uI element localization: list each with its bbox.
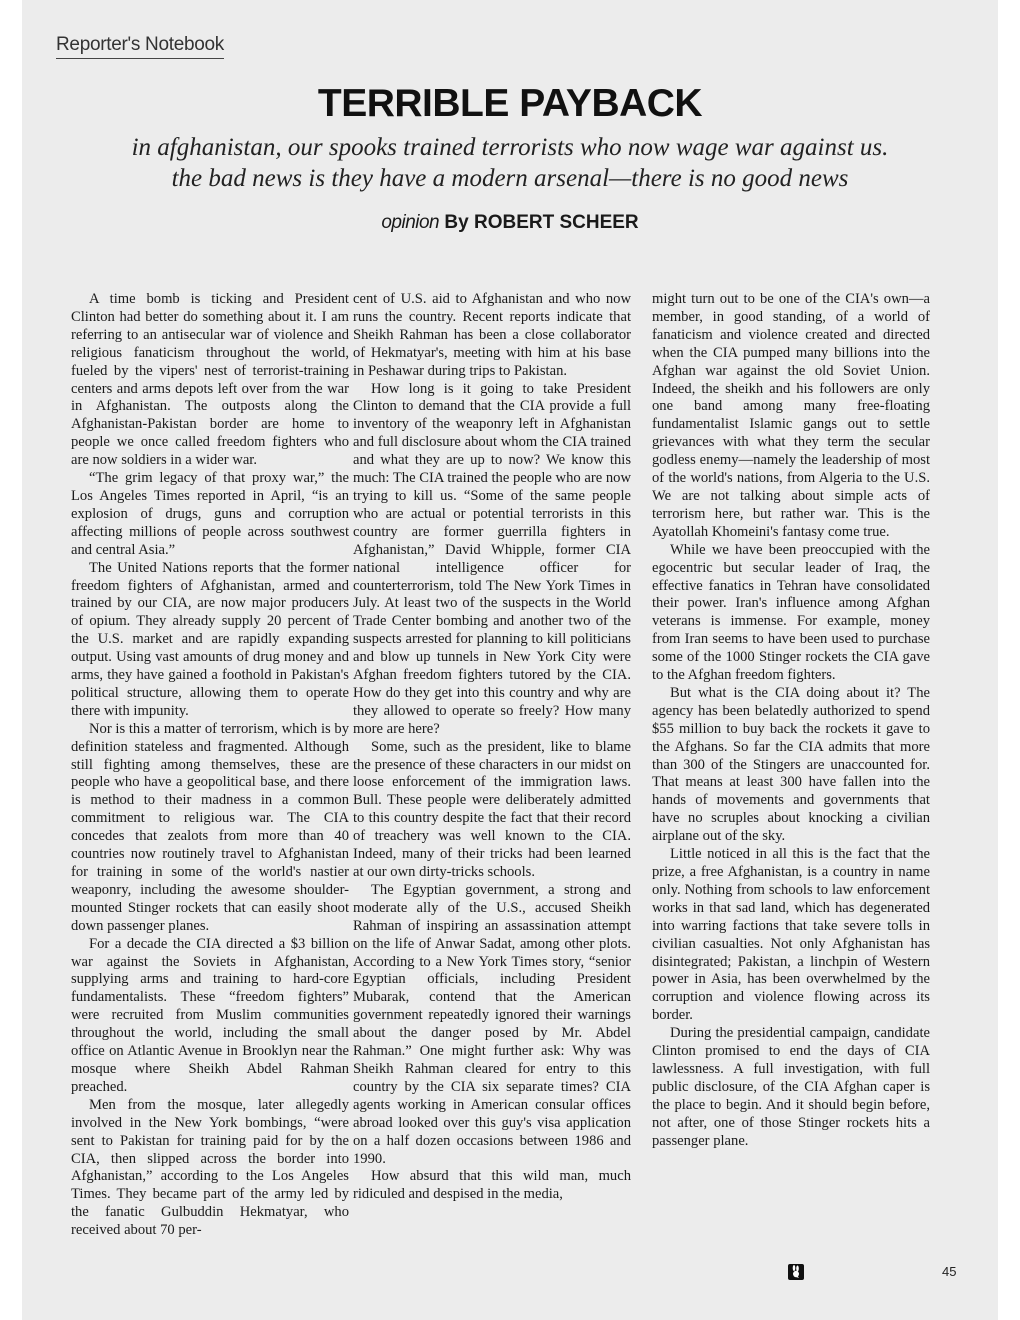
- paragraph: “The grim legacy of that proxy war,” the Los Angeles Times reported in April, “is an explosion of drugs, guns and corruption affecting millions of people across southwest and central Asia.”: [71, 470, 349, 558]
- paragraph: The United Nations reports that the former freedom fighters of Afghanistan, armed and trained by our CIA, are now major producers of opium. They already supply 20 percent of the U.S. market and are rapidly expanding output. Using vast amounts of drug money and arms, they have gained a foothold in Pakistan's political structure, allowing them to operate there with impunity.: [71, 559, 349, 719]
- page-number: 45: [942, 1264, 957, 1279]
- paragraph: Little noticed in all this is the fact that the prize, a free Afghanistan, is a country in name only. Nothing from schools to law enforcement works in that sad land, which has degenerated into warring factions that take severe tolls in civilian casualties. Not only Afghanistan has disintegrated; Pakistan, a linchpin of Western power in Asia, has been overwhelmed by the corruption and violence flowing across its border.: [652, 846, 930, 1024]
- paragraph: might turn out to be one of the CIA's own—a member, in good standing, of a world of fanaticism and violence created and directed when the CIA pumped many billions into the Afghan war against the old Soviet Union. Indeed, the sheikh and his followers are only one band among many free-floating fundamentalist Islamic gangs out to settle grievances with what they term the secular godless enemy—namely the leadership of most of the world's nations, from Algeria to the U.S. We are not talking about simple acts of terrorism here, but rather war. This is the Ayatollah Khomeini's fantasy come true.: [652, 291, 930, 540]
- deck-line-1: in afghanistan, our spooks trained terrorists who now wage war against us.: [131, 134, 889, 161]
- paragraph: Some, such as the president, like to blame the presence of these characters in our midst on loose enforcement of the immigration laws. Bull. These people were deliberately admitted to this country despite the fact that their record of treachery was well known to the CIA. Indeed, many of their tricks had been learned at our own dirty-tricks schools.: [353, 738, 631, 880]
- byline: [22, 212, 998, 234]
- headline: TERRIBLE PAYBACK: [317, 82, 703, 125]
- column-1: [71, 291, 349, 1281]
- paragraph: Nor is this a matter of terrorism, which is by definition stateless and fragmented. Although still fighting among themselves, these are people who have a geopolitical base, and there is method to their madness in a common commitment to religious war. The CIA concedes that zealots from more than 40 countries now routinely travel to Afghanistan for training in some of the world's nastier weaponry, including the awesome shoulder-mounted Stinger rockets that can easily shoot down passenger planes.: [71, 720, 349, 934]
- article-body: [22, 291, 998, 1281]
- paragraph: During the presidential campaign, candidate Clinton promised to end the days of CIA lawlessness. A full investigation, with full public disclosure, of the CIA Afghan caper is the place to begin. And it should begin before, not after, one of those Stinger rockets hits a passenger plane.: [652, 1025, 930, 1149]
- paragraph: For a decade the CIA directed a $3 billion war against the Soviets in Afghanistan, supplying arms and training to hard-core fundamentalists. These “freedom fighters” were recruited from Muslim communities throughout the world, including the small office on Atlantic Avenue in Brooklyn near the mosque where Sheikh Abdel Rahman preached.: [71, 935, 349, 1095]
- paragraph: The Egyptian government, a strong and moderate ally of the U.S., accused Sheikh Rahman of inspiring an assassination attempt on the life of Anwar Sadat, among other plots. According to a New York Times story, “senior Egyptian officials, including President Mubarak, contend that the American government repeatedly ignored their warnings about the danger posed by Mr. Abdel Rahman.” One might further ask: Why was Sheikh Rahman cleared for entry to this country by the CIA six separate times? CIA agents working in American consular offices abroad looked over this guy's visa application on a half dozen occasions between 1986 and 1990.: [353, 881, 631, 1167]
- byline-author: By ROBERT SCHEER: [444, 212, 639, 233]
- playboy-bunny-icon: [788, 1264, 804, 1280]
- column-3: [652, 291, 930, 1281]
- paragraph: Men from the mosque, later allegedly involved in the New York bombings, “were sent to Pakistan for training paid for by the CIA, then slipped across the border into Afghanistan,” according to the Los Angeles Times. They became part of the army led by the fanatic Gulbuddin Hekmatyar, who received about 70 per-: [71, 1096, 349, 1239]
- section-label: Reporter's Notebook: [56, 34, 224, 59]
- paragraph: How absurd that this wild man, much ridiculed and despised in the media,: [353, 1168, 631, 1203]
- paragraph: A time bomb is ticking and President Clinton had better do something about it. I am referring to an antisecular war of violence and religious fanaticism throughout the world, fueled by the vipers' nest of terrorist-training centers and arms depots left over from the war in Afghanistan. The outposts along the Afghanistan-Pakistan border are home to people we once called freedom fighters who are now soldiers in a wider war.: [71, 291, 349, 469]
- deck: [62, 132, 958, 194]
- byline-opinion: opinion: [381, 212, 440, 233]
- column-2: [353, 291, 631, 1281]
- magazine-page: [22, 0, 998, 1320]
- deck-line-2: the bad news is they have a modern arsenal—there is no good news: [171, 165, 849, 192]
- paragraph: But what is the CIA doing about it? The agency has been belatedly authorized to spend $55 million to buy back the rockets it gave to the Afghans. So far the CIA admits that more than 300 of the Stingers are unaccounted for. That means at least 300 have fallen into the hands of movements and governments that have no scruples about knocking a civilian airplane out of the sky.: [652, 684, 930, 845]
- paragraph: cent of U.S. aid to Afghanistan and who now runs the country. Recent reports indicate that Sheikh Rahman has been a close collaborator of Hekmatyar's, meeting with him at his base in Peshawar during trips to Pakistan.: [353, 291, 631, 379]
- paragraph: How long is it going to take President Clinton to demand that the CIA provide a full inventory of the weaponry left in Afghanistan and full disclosure about whom the CIA trained and what they are up to now? We know this much: The CIA trained the people who are now trying to kill us. “Some of the same people who are actual or potential terrorists in this country are former guerrilla fighters in Afghanistan,” David Whipple, former CIA national intelligence officer for counterterrorism, told The New York Times in July. At least two of the suspects in the World Trade Center bombing and another two of the suspects arrested for planning to kill politicians and blow up tunnels in New York City were Afghan freedom fighters tutored by the CIA. How do they get into this country and why are they allowed to operate so freely? How many more are here?: [353, 380, 631, 737]
- paragraph: While we have been preoccupied with the egocentric but secular leader of Iraq, the effective fanatics in Tehran have consolidated their power. Iran's influence among Afghan veterans is immense. For example, money from Iran seems to have been used to purchase some of the 1000 Stinger rockets the CIA gave to the Afghan freedom fighters.: [652, 541, 930, 684]
